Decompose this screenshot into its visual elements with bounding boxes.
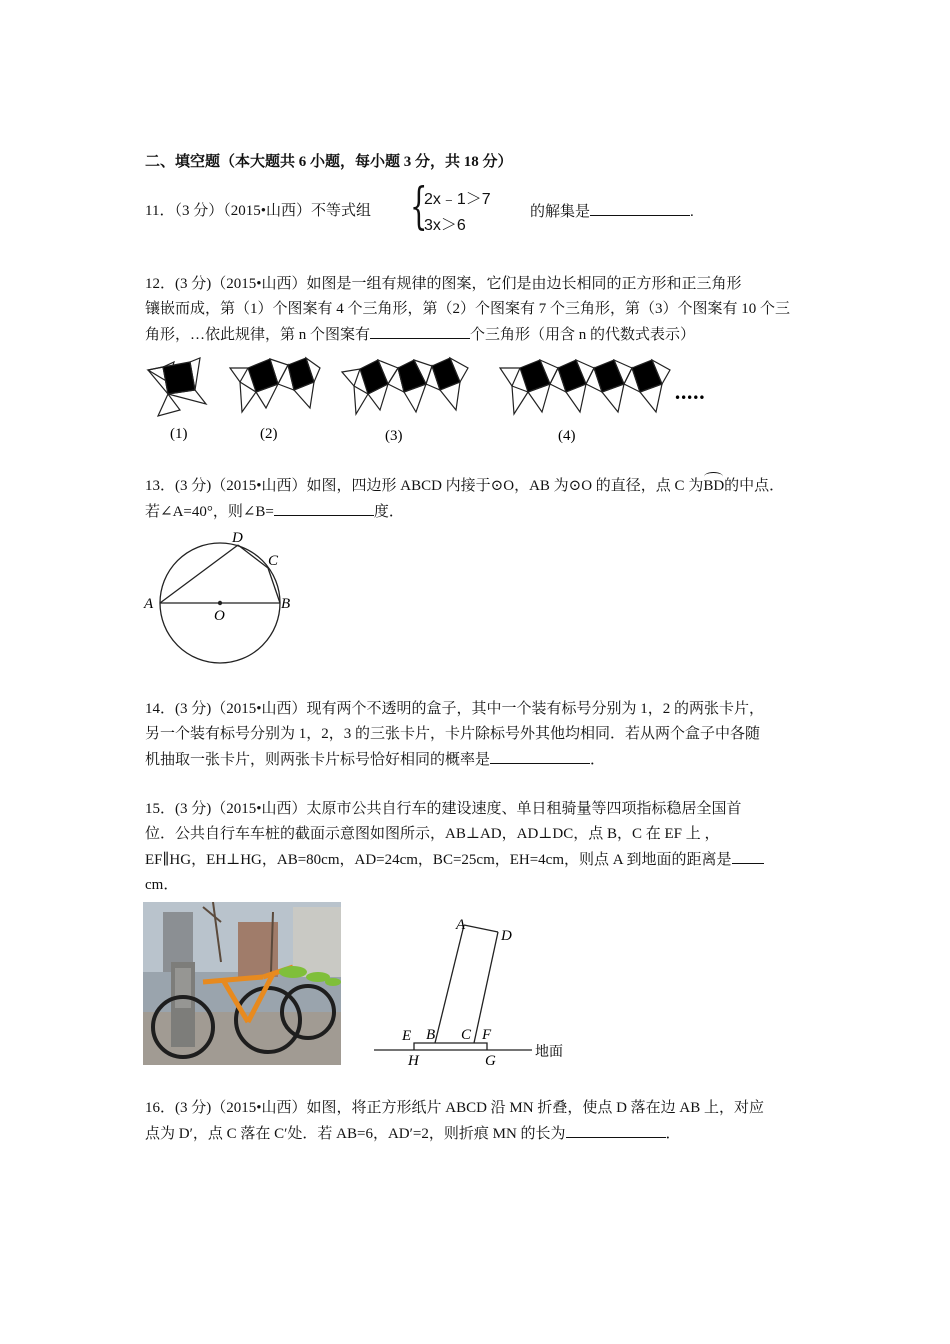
q14-line1: 14．(3 分)（2015•山西）现有两个不透明的盒子，其中一个装有标号分别为 1，2 的两张卡片，	[145, 701, 764, 717]
q15-line2: 位．公共自行车车桩的截面示意图如图所示，AB⊥AD，AD⊥DC，点 B，C 在 EF 上 ，	[145, 826, 720, 842]
q12-line3-pre: 角形，…依此规律，第 n 个图案有	[145, 327, 371, 343]
q13-line1-post: 的中点．	[724, 478, 785, 494]
q16-line2-post: ．	[665, 1126, 681, 1142]
pattern-label-1: (1)	[170, 426, 188, 442]
section-title: 二、填空题（本大题共 6 小题，每小题 3 分，共 18 分）	[145, 154, 513, 170]
label-E: E	[402, 1028, 412, 1044]
pattern-label-2: (2)	[260, 426, 278, 442]
answer-blank[interactable]	[490, 747, 590, 764]
pattern-3	[342, 358, 468, 414]
q13-line1	[145, 474, 845, 499]
q11-prefix: 11．（3 分）（2015•山西）不等式组	[145, 203, 371, 219]
label-B: B	[281, 596, 291, 612]
q13-line1-pre: 13．(3 分)（2015•山西）如图，四边形 ABCD 内接于⊙O，AB 为⊙O 的直径，点 C 为	[145, 478, 704, 494]
label-C: C	[268, 553, 279, 569]
bicycle-photo	[143, 902, 341, 1065]
label-G: G	[485, 1053, 496, 1069]
q15-line1: 15．(3 分)（2015•山西）太原市公共自行车的建设速度、单日租骑量等四项指标稳居全国首	[145, 801, 742, 817]
q13-line2-pre: 若∠A=40°，则∠B=	[145, 504, 274, 520]
q15-line4: cm．	[145, 877, 179, 893]
q15-line3	[145, 847, 825, 873]
q14-line2: 另一个装有标号分别为 1，2，3 的三张卡片，卡片除标号外其他均相同．若从两个盒子中各随	[145, 726, 761, 742]
q11-answer-line: 的解集是 .	[530, 199, 730, 225]
label-H: H	[408, 1053, 419, 1069]
pattern-4	[500, 360, 670, 414]
label-F: F	[482, 1027, 492, 1043]
question-16	[145, 1096, 825, 1147]
answer-blank[interactable]	[732, 847, 764, 864]
bicycle-photo-drawing	[143, 902, 341, 1065]
answer-blank[interactable]	[590, 199, 690, 216]
inequality-1: 2x﹣1＞7	[424, 191, 491, 208]
inequality-2: 3x＞6	[424, 217, 466, 234]
ground-label: 地面	[535, 1044, 563, 1060]
question-12	[145, 272, 815, 348]
q16-line2	[145, 1121, 825, 1147]
answer-blank[interactable]	[274, 499, 374, 516]
inequality-system	[410, 177, 510, 236]
label-C: C	[461, 1027, 472, 1043]
brace-icon: {	[410, 177, 428, 235]
label-D: D	[501, 928, 512, 944]
ellipsis-dots: •••••	[674, 391, 705, 405]
label-D: D	[232, 530, 243, 546]
question-14	[145, 697, 815, 773]
answer-blank[interactable]	[370, 322, 470, 339]
question-13	[145, 474, 845, 525]
q13-circle-figure	[140, 528, 300, 668]
q13-line2	[145, 499, 845, 525]
q14-line3-pre: 机抽取一张卡片，则两张卡片标号恰好相同的概率是	[145, 752, 491, 768]
q11-suffix: 的解集是	[530, 204, 591, 220]
label-B: B	[426, 1027, 436, 1043]
label-O: O	[214, 608, 225, 624]
q16-line2-pre: 点为 D′，点 C 落在 C′处．若 AB=6，AD′=2，则折痕 MN 的长为	[145, 1126, 566, 1142]
q15-line3-pre: EF∥HG，EH⊥HG，AB=80cm，AD=24cm，BC=25cm，EH=4cm，则点 A 到地面的距离是	[145, 852, 732, 868]
q14-line3-post: ．	[590, 752, 606, 768]
pattern-label-4: (4)	[558, 428, 576, 444]
q13-line2-post: 度．	[373, 504, 404, 520]
label-A: A	[144, 596, 154, 612]
q16-line1: 16．(3 分)（2015•山西）如图，将正方形纸片 ABCD 沿 MN 折叠，使点 D 落在边 AB 上，对应	[145, 1100, 765, 1116]
q12-line2: 镶嵌而成，第（1）个图案有 4 个三角形，第（2）个图案有 7 个三角形，第（3）个图案有 10 个三	[145, 301, 791, 317]
pattern-1	[148, 358, 206, 416]
answer-blank[interactable]	[566, 1121, 666, 1138]
pattern-label-3: (3)	[385, 428, 403, 444]
question-15	[145, 797, 825, 898]
q12-line1: 12．(3 分)（2015•山西）如图是一组有规律的图案，它们是由边长相同的正方形和正三角形	[145, 276, 742, 292]
q12-line3	[145, 322, 815, 348]
arc-bd: BD	[703, 474, 724, 499]
label-A: A	[456, 917, 466, 933]
q12-pattern-figure	[140, 352, 720, 447]
pattern-2	[230, 358, 320, 412]
q14-line3	[145, 747, 815, 773]
q12-line3-post: 个三角形（用含 n 的代数式表示）	[470, 327, 696, 343]
q15-bike-rack-diagram	[370, 915, 575, 1070]
